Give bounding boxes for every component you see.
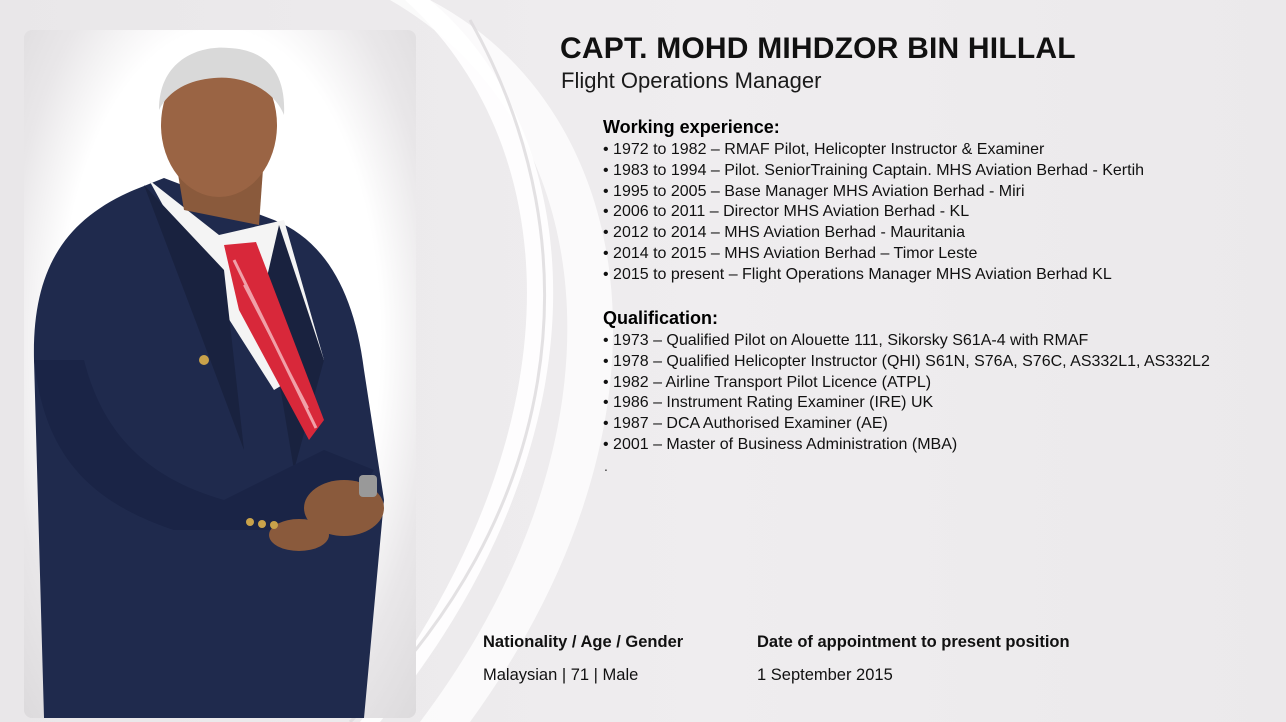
person-name: CAPT. MOHD MIHDZOR BIN HILLAL	[560, 32, 1076, 65]
list-item: • 2012 to 2014 – MHS Aviation Berhad - Mauritania	[603, 224, 965, 242]
list-item: • 2015 to present – Flight Operations Manager MHS Aviation Berhad KL	[603, 265, 1112, 283]
list-item: • 1972 to 1982 – RMAF Pilot, Helicopter Instructor & Examiner	[603, 141, 1045, 158]
list-item: • 1983 to 1994 – Pilot. SeniorTraining Captain. MHS Aviation Berhad - Kertih	[603, 161, 1145, 179]
appointment-value: 1 September 2015	[757, 666, 893, 684]
list-item: • 2006 to 2011 – Director MHS Aviation Berhad - KL	[603, 203, 970, 221]
qualification-section	[603, 308, 1273, 456]
list-item: • 1995 to 2005 – Base Manager MHS Aviation Berhad - Miri	[603, 182, 1025, 200]
appointment-label: Date of appointment to present position	[757, 633, 1070, 651]
experience-heading: Working experience:	[603, 117, 780, 137]
list-item: • 1987 – DCA Authorised Examiner (AE)	[603, 415, 888, 433]
experience-list	[603, 140, 1273, 286]
trailing-dot: .	[604, 458, 608, 474]
list-item: • 1986 – Instrument Rating Examiner (IRE) UK	[603, 394, 934, 412]
nationality-value: Malaysian | 71 | Male	[483, 666, 639, 684]
list-item: • 1978 – Qualified Helicopter Instructor (QHI) S61N, S76A, S76C, AS332L1, AS332L2	[603, 352, 1210, 370]
portrait-photo	[24, 30, 416, 718]
nationality-label: Nationality / Age / Gender	[483, 633, 684, 651]
list-item: • 2014 to 2015 – MHS Aviation Berhad – Timor Leste	[603, 244, 978, 262]
job-title: Flight Operations Manager	[561, 68, 822, 93]
experience-section	[603, 117, 1273, 286]
qualification-heading: Qualification:	[603, 308, 719, 328]
list-item: • 2001 – Master of Business Administration (MBA)	[603, 435, 958, 453]
list-item: • 1982 – Airline Transport Pilot Licence (ATPL)	[603, 373, 932, 391]
list-item: • 1973 – Qualified Pilot on Alouette 111, Sikorsky S61A-4 with RMAF	[603, 332, 1089, 349]
qualification-list	[603, 331, 1273, 456]
